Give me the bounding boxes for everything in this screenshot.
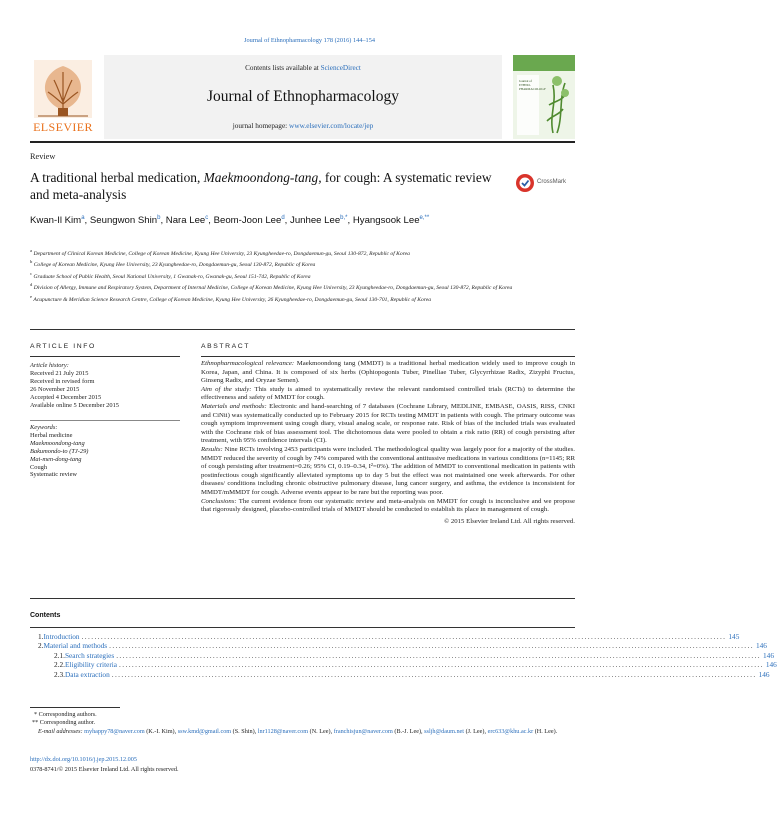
affiliation-item [30, 258, 575, 269]
title-part-1: A traditional herbal medication, [30, 170, 204, 185]
toc-page-number[interactable]: 145 [728, 632, 740, 641]
keyword-item[interactable]: Cough [30, 463, 48, 471]
author-affiliation-marker[interactable]: e,** [419, 215, 430, 221]
journal-cover-image [513, 55, 575, 139]
toc-number: 2.1. [54, 650, 65, 660]
issn-copyright: 0378-8741/© 2015 Elsevier Ireland Ltd. All rights reserved. [30, 766, 179, 773]
email-link[interactable]: myhappy78@naver.com [84, 727, 145, 735]
affiliation-rule [30, 329, 575, 330]
journal-citation: Journal of Ethnopharmacology 178 (2016) 144–154 [244, 37, 375, 44]
homepage-link[interactable]: www.elsevier.com/locate/jep [289, 121, 374, 130]
toc-page-number[interactable]: 146 [755, 641, 767, 651]
contents-rule [30, 627, 575, 628]
toc-leader-dots: ........................................................................................................................................................................................................ [116, 650, 762, 660]
affiliation-marker: b [30, 259, 33, 265]
toc-number: 1. [38, 632, 44, 641]
affiliation-text: College of Korean Medicine, Kyung Hee University, 23 Kyungheedae-ro, Dongdaemun-gu, Seoul 130-872, Republic of Korea [32, 262, 316, 269]
author-name: Beom-Joon Lee [213, 215, 282, 227]
history-entry: Received in revised form [30, 377, 95, 385]
author-name: Hyangsook Lee [352, 215, 420, 227]
history-entry: Available online 5 December 2015 [30, 401, 119, 409]
affiliation-marker: a [30, 248, 33, 253]
author-name: Seungwon Shin [89, 215, 158, 227]
toc-leader-dots: ........................................................................................................................................................................................................ [111, 669, 757, 679]
author-affiliation-marker[interactable]: a [81, 215, 85, 221]
abstract-section-text: Electronic and hand-searching of 7 databases (Cochrane Library, MEDLINE, EMBASE, OASIS, RISS, CNKI and CiNii) was systematically conducted up to February 2015 for RCTs testing MMDT in patients with cough. The primary outcome was cough symptom improvement using cough diary, visual analog scale, or response rate. Risk of bias of the included trials was evaluated with the Cochrane risk of bias assessment tool. The dichotomous data were pooled to obtain a risk ratio (RR) of cough persisting after treatment, with 95% confidence intervals (CI). [201, 402, 575, 445]
abstract-section-label: Results: [201, 445, 223, 453]
toc-leader-dots: ........................................................................................................................................................................................................ [109, 641, 754, 651]
email-addresses [30, 728, 575, 736]
toc-row[interactable] [30, 669, 770, 679]
toc-page-number[interactable]: 146 [758, 669, 770, 679]
email-link[interactable]: erc633@khu.ac.kr [487, 727, 534, 735]
footnotes [30, 711, 575, 736]
abstract-paragraph [201, 403, 575, 446]
keyword-item[interactable]: Mai-men-dong-tang [30, 455, 82, 463]
toc-row[interactable] [30, 641, 767, 651]
abstract-paragraph [201, 386, 575, 403]
corresponding-author-note: ** Corresponding author. [32, 719, 96, 727]
author-affiliation-marker[interactable]: b [157, 215, 161, 221]
abstract-section-text: Maekmoondong tang (MMDT) is a traditional herbal medication widely used to improve cough in Korea, Japan, and China. It is composed of six herbs (Ophiopogonis Tuber, Pinelliae Tuber, Glycyrrhizae Radix, Zizyphi Fructus, Ginseng Radix, and Oryzae Semen). [201, 360, 575, 385]
toc-title[interactable]: Introduction [43, 632, 80, 641]
email-link[interactable]: ssljh@daum.net [424, 727, 465, 735]
author-separator: , [84, 215, 90, 227]
title-part-2: for cough: A systematic review and meta-analysis [30, 170, 492, 202]
crossmark-button[interactable] [515, 173, 577, 193]
abstract-section-label: Aim of the study: [201, 385, 252, 393]
footnote-rule [30, 707, 120, 708]
contents-prefix: Contents lists available at [245, 64, 321, 72]
abstract-section-text: The current evidence from our systematic review and meta-analysis on MMDT for cough is inconclusive and we propose that rigorously designed, placebo-controlled trials of MMDT should be conducted to establish its place in management of cough. [201, 497, 575, 514]
author-affiliation-marker[interactable]: b,* [340, 215, 348, 221]
keywords-block [30, 424, 180, 479]
history-entry: Received 21 July 2015 [30, 369, 89, 377]
toc-number: 2.2. [54, 660, 65, 670]
table-of-contents [30, 632, 777, 679]
email-link[interactable]: lnr1128@naver.com [257, 727, 309, 735]
author-separator: , [347, 215, 353, 227]
author-affiliation-marker[interactable]: d [281, 215, 285, 221]
author-list [30, 211, 510, 229]
abstract-body [201, 360, 575, 526]
author-affiliation-marker[interactable]: c [205, 215, 209, 221]
article-history [30, 362, 180, 409]
header-rule [30, 141, 575, 143]
corresponding-authors-note: * Corresponding authors. [34, 711, 97, 718]
toc-number: 2. [38, 641, 44, 651]
abstract-rule [201, 356, 575, 357]
toc-title[interactable]: Eligibility criteria [64, 660, 118, 670]
keywords-label: Keywords: [30, 424, 58, 431]
toc-number: 2.3. [54, 669, 65, 679]
article-type-label: Review [30, 152, 56, 161]
author-name: Nara Lee [165, 215, 206, 227]
article-info-heading: ARTICLE INFO [30, 343, 96, 350]
email-owner: (S. Shin), [231, 727, 258, 735]
keyword-item[interactable]: Maekmoondong-tang [30, 439, 85, 447]
doi-link[interactable]: http://dx.doi.org/10.1016/j.jep.2015.12.005 [30, 756, 137, 763]
affiliation-item [30, 293, 575, 304]
email-link[interactable]: ssw.kmd@gmail.com [177, 727, 232, 735]
history-entry: Accepted 4 December 2015 [30, 393, 102, 401]
toc-title[interactable]: Data extraction [64, 669, 110, 679]
abstract-bottom-rule [30, 598, 575, 599]
toc-leader-dots: ........................................................................................................................................................................................................ [119, 660, 764, 670]
abstract-paragraph [201, 446, 575, 498]
toc-row[interactable] [30, 632, 740, 641]
affiliation-item [30, 281, 575, 292]
abstract-copyright: © 2015 Elsevier Ireland Ltd. All rights reserved. [444, 517, 575, 525]
abstract-heading: ABSTRACT [201, 343, 251, 350]
affiliation-text: Division of Allergy, Immune and Respiratory System, Department of Internal Medicine, College of Korean Medicine, Kyung Hee University, 23 Kyungheedae-ro, Dongdaemun-gu, Seoul 130-872, Republic of Korea [32, 285, 513, 292]
keyword-item[interactable]: Bakumondo-to (TJ-29) [30, 447, 89, 455]
affiliation-marker: e [30, 293, 33, 299]
author-separator: , [208, 215, 214, 227]
toc-title[interactable]: Material and methods [43, 641, 108, 651]
email-link[interactable]: franchisjun@naver.com [333, 727, 393, 735]
journal-homepage [104, 121, 502, 130]
title-italic-part: Maekmoondong-tang, [203, 170, 322, 185]
sciencedirect-link[interactable]: ScienceDirect [320, 64, 361, 72]
abstract-paragraph [201, 360, 575, 386]
contents-heading: Contents [30, 612, 61, 619]
affiliation-text: Department of Clinical Korean Medicine, College of Korean Medicine, Kyung Hee University, 23 Kyungheedae-ro, Dongdaemun-gu, Seoul 130-872, Republic of Korea [32, 250, 410, 257]
affiliation-item [30, 247, 575, 258]
toc-leader-dots: ........................................................................................................................................................................................................ [81, 632, 727, 641]
affiliation-text: Graduate School of Public Health, Seoul National University, 1 Gwanak-ro, Gwanak-gu, Seoul 151-742, Republic of Korea [32, 273, 311, 280]
author-separator: , [160, 215, 166, 227]
affiliation-marker: d [30, 282, 33, 288]
cover-title: Journal of ETHNO-PHARMACOLOGY [519, 79, 546, 91]
abstract-section-text: Nine RCTs involving 2453 participants were included. The methodological quality was largely poor for a majority of the studies. MMDT reduced the severity of cough by 74% compared with the conventional antitussive medications in various conditions (n=1145; RR of cough persisting after treatment=0.26; 95% CI, 0.19–0.34, I²=0%). The addition of MMDT to conventional medication in patients with postinfectious cough significantly alleviated symptoms up to day 5 but the effect was not maintained one week afterwards. For other diseases/ conditions including chronic obstructive pulmonary disease, lung cancer surgery, and asthma, the evidence is inconsistent for MMDT/mMMDT for cough. Adverse events appear to be rare but the reporting was poor. [201, 445, 575, 496]
email-owner: (B.-J. Lee), [392, 727, 425, 735]
affiliation-marker: c [30, 270, 33, 276]
article-history-label: Article history: [30, 362, 69, 369]
email-owner: (N. Lee), [308, 727, 334, 735]
email-owner: (H. Lee). [533, 727, 558, 735]
article-info-divider [30, 420, 180, 421]
elsevier-wordmark: ELSEVIER [33, 120, 93, 134]
email-owner: (K.-I. Kim), [144, 727, 178, 735]
abstract-section-label: Ethnopharmacological relevance: [201, 360, 295, 367]
keyword-item[interactable]: Herbal medicine [30, 431, 73, 439]
affiliation-text: Acupuncture & Meridian Science Research Centre, College of Korean Medicine, Kyung Hee University, 26 Kyungheedae-ro, Dongdaemun-gu, Seoul 130-701, Republic of Korea [32, 296, 432, 303]
toc-page-number[interactable]: 146 [763, 650, 774, 660]
author-name: Junhee Lee [290, 215, 341, 227]
crossmark-icon [515, 173, 535, 193]
abstract-section-label: Materials and methods: [201, 402, 267, 410]
toc-row[interactable] [30, 650, 774, 660]
article-info-rule [30, 356, 180, 357]
abstract-section-label: Conclusions: [201, 497, 237, 505]
history-entry: 26 November 2015 [30, 385, 80, 393]
author-name: Kwan-Il Kim [30, 215, 82, 227]
crossmark-label: CrossMark [537, 179, 567, 185]
toc-page-number[interactable]: 146 [765, 660, 777, 670]
author-separator: , [284, 215, 291, 227]
email-owner: (J. Lee), [464, 727, 488, 735]
journal-title: Journal of Ethnopharmacology [207, 88, 399, 105]
elsevier-logo [30, 58, 96, 136]
abstract-section-text: This study is aimed to systematically review the relevant randomised controlled trials (RCTs) to determine the effectiveness and safety of MMDT for cough. [201, 385, 575, 402]
affiliation-item [30, 270, 575, 281]
abstract-paragraph [201, 498, 575, 515]
keyword-item[interactable]: Systematic review [30, 471, 78, 479]
toc-row[interactable] [30, 660, 777, 670]
contents-available-line [104, 64, 502, 72]
email-label: E-mail addresses: [38, 727, 85, 735]
affiliation-list [30, 247, 575, 304]
toc-title[interactable]: Search strategies [64, 650, 115, 660]
article-title [30, 169, 500, 203]
homepage-prefix: journal homepage: [232, 121, 290, 130]
